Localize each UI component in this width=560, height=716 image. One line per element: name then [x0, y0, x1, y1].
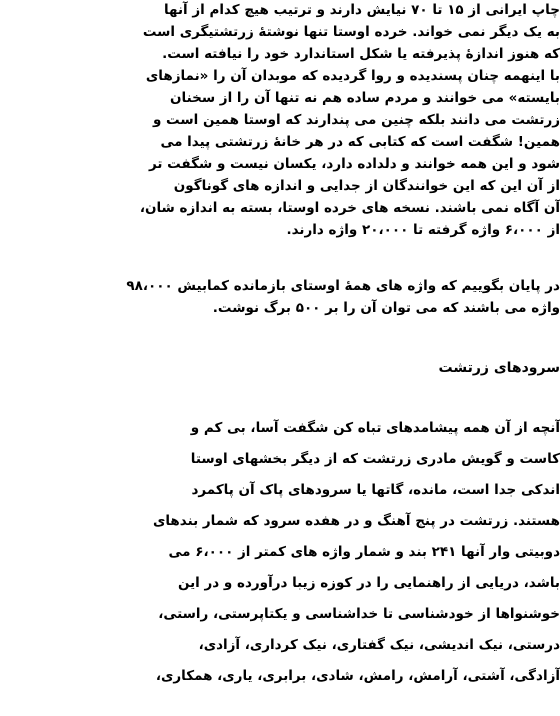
text-line: آزادگی، آشتی، آرامش، رامش، شادی، برابری، یاری، همکاری، — [155, 668, 560, 684]
text-line: به یک دیگر نمی خواند. خرده اوستا تنها نوشتهٔ زرتشتیگری است — [142, 24, 560, 40]
text-line: چاپ ایرانی از ۱۵ تا ۷۰ نیایش دارند و ترتیب هیچ کدام از آنها — [163, 2, 560, 18]
text-line: از آن این که این خوانندگان از جدایی و اندازه های گوناگون — [173, 178, 560, 194]
text-line: با اینهمه چنان پسندیده و روا گردیده که موبدان آن را «نمازهای — [145, 68, 560, 84]
text-line: بایسته» می خوانند و مردم ساده هم نه تنها آن را از سخنان — [169, 90, 560, 106]
text-line: آنچه از آن همه پیشامدهای تباه کن شگفت آسا، بی کم و — [190, 420, 560, 436]
text-line: همین! شگفت است که کتابی که در هر خانهٔ زرتشتی پیدا می — [160, 134, 560, 150]
text-line: خوشنواها از خودشناسی تا خداشناسی و یکتاپرستی، راستی، — [158, 606, 560, 622]
text-line: درستی، نیک اندیشی، نیک گفتاری، نیک کرداری، آزادی، — [198, 637, 560, 653]
text-line: زرتشت می دانند بلکه چنین می پندارند که اوستا همین است و — [152, 112, 560, 128]
text-line: شود و این همه خوانند و دلداده دارد، یکسان نیست و شگفت تر — [148, 156, 560, 172]
text-line: هستند. زرتشت در پنج آهنگ و در هفده سرود که شمار بندهای — [152, 513, 560, 529]
text-line: در پایان بگوییم که واژه های همهٔ اوستای بازمانده کمابیش ۹۸،۰۰۰ — [126, 278, 560, 294]
text-line: کاست و گویش مادری زرتشت که از دیگر بخشهای اوستا — [190, 451, 560, 467]
text-line: باشد، دریایی از راهنمایی را در کوزه زیبا درآورده و در این — [177, 575, 560, 591]
text-line: واژه می باشند که می توان آن را بر ۵۰۰ برگ نوشت. — [212, 300, 560, 316]
section-heading: سرودهای زرتشت — [438, 360, 560, 376]
text-line: از ۶،۰۰۰ واژه گرفته تا ۲۰،۰۰۰ واژه دارند. — [286, 222, 560, 238]
text-line: دوبیتی وار آنها ۲۴۱ بند و شمار واژه های کمتر از ۶،۰۰۰ می — [168, 544, 560, 560]
text-line: آن آگاه نمی باشند. نسخه های خرده اوستا، بسته به اندازه شان، — [139, 200, 560, 216]
text-line: که هنوز اندازهٔ پذیرفته یا شکل استاندارد خود را نیافته است. — [162, 46, 560, 62]
text-line: اندکی جدا است، مانده، گاتها یا سرودهای پاک آن پاکمرد — [191, 482, 560, 498]
